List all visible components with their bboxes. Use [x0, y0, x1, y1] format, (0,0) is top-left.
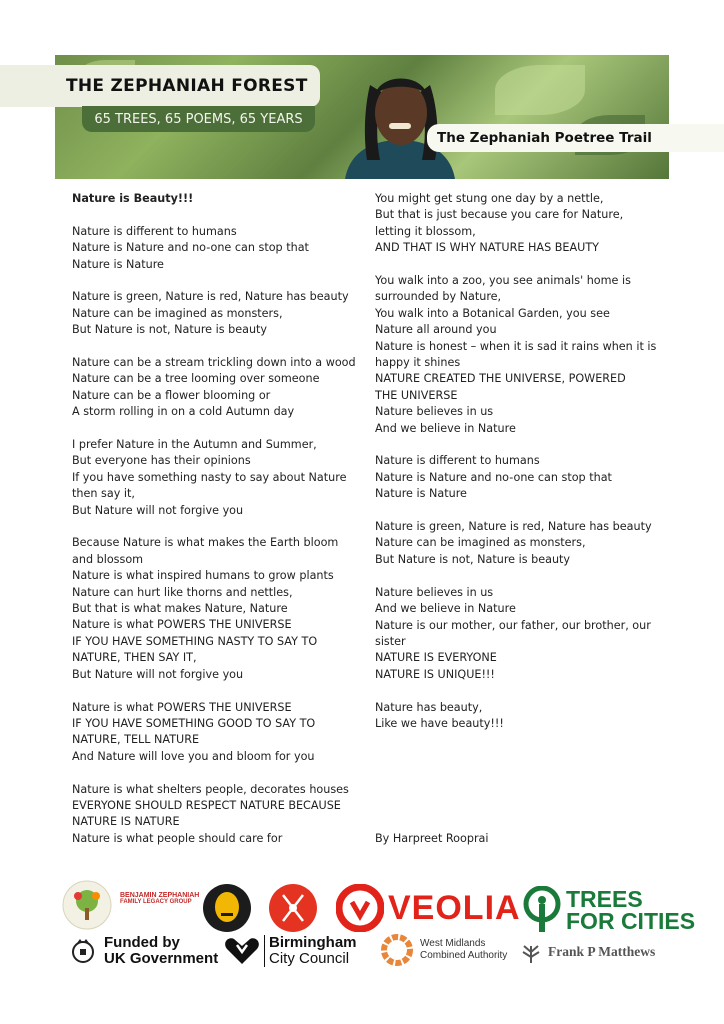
bcc-line1: Birmingham [269, 934, 357, 951]
frank-p-matthews-logo [518, 940, 655, 964]
stanza: Nature can be a stream trickling down into a wood Nature can be a tree looming over someone Nature can be a flower blooming or A storm rolling in on a cold Autumn day [72, 356, 356, 419]
bz-legacy-logo [120, 892, 199, 905]
stanza: Because Nature is what makes the Earth bloom and blossom Nature is what inspired humans to grow plants Nature can hurt like thorns and nettles, But that is what makes Nature, Nature Nature is what POWERS THE UNIVERSE IF YOU HAVE SOMETHING NASTY TO SAY TO NATURE, THEN SAY IT, But Nature will not forgive you [72, 536, 339, 681]
tree-sprig-icon [518, 940, 544, 964]
poem-column-left [72, 191, 364, 864]
wmca-line2: Combined Authority [420, 950, 508, 961]
stanza: Nature is green, Nature is red, Nature has beauty Nature can be imagined as monsters, But Nature is not, Nature is beauty [72, 290, 349, 337]
stanza: You walk into a zoo, you see animals' home is surrounded by Nature, You walk into a Botanical Garden, you see Nature all around you Nature is honest – when it is sad it rains when it is happy it shines NATURE CREATED THE UNIVERSE, POWERED THE UNIVERSE Nature believes in us And we believe in Nature [375, 274, 657, 435]
trees-for-cities-logo [522, 886, 695, 934]
bz-legacy-line2: FAMILY LEGACY GROUP [120, 899, 192, 905]
funded-line1: Funded by [104, 934, 180, 951]
heart-b-icon [224, 936, 260, 966]
series-title: THE ZEPHANIAH FOREST [66, 76, 308, 96]
tfc-line1: TREES [566, 886, 643, 912]
series-title-box [0, 65, 320, 107]
birmingham-treepeople-logo [62, 880, 112, 930]
stanza: Nature is different to humans Nature is Nature and no-one can stop that Nature is Nature [375, 454, 612, 501]
bz-portrait-logo [202, 883, 252, 933]
veolia-wordmark: VEOLIA [388, 888, 521, 927]
fpm-wordmark: Frank P Matthews [548, 944, 656, 959]
poem-author: By Harpreet Rooprai [375, 832, 489, 845]
series-subtitle: 65 TREES, 65 POEMS, 65 YEARS [82, 106, 315, 132]
wmca-logo [380, 933, 507, 967]
royal-crest-icon [68, 936, 98, 966]
foliage [495, 65, 585, 115]
stanza: I prefer Nature in the Autumn and Summer, But everyone has their opinions If you have something nasty to say about Nature then say it, But Nature will not forgive you [72, 438, 347, 517]
bz-legacy-line1: BENJAMIN ZEPHANIAH [120, 892, 200, 899]
tfc-line2: FOR CITIES [566, 908, 696, 934]
stanza: Nature is different to humans Nature is Nature and no-one can stop that Nature is Nature [72, 224, 309, 271]
poem-title: Nature is Beauty!!! [72, 192, 194, 205]
stanza: Nature believes in us And we believe in Nature Nature is our mother, our father, our brother, our sister NATURE IS EVERYONE NATURE IS UNIQUE!!! [375, 585, 651, 681]
stanza: Nature is green, Nature is red, Nature has beauty Nature can be imagined as monsters, But Nature is not, Nature is beauty [375, 520, 652, 566]
birmingham-city-council-logo [224, 935, 357, 967]
face-icon [202, 883, 252, 933]
uk-government-logo [68, 935, 218, 967]
stanza: You might get stung one day by a nettle, But that is just because you care for Nature, letting it blossom, AND THAT IS WHY NATURE HAS BEAUTY [375, 192, 624, 255]
scissors-icon [268, 883, 318, 933]
wmca-line1: West Midlands [420, 938, 486, 949]
trail-label-box [427, 124, 724, 152]
wmca-ring-icon [380, 933, 414, 967]
veolia-logo [336, 884, 521, 932]
stanza: Nature is what shelters people, decorates houses EVERYONE SHOULD RESPECT NATURE BECAUSE NATURE IS NATURE Nature is what people should care for [72, 782, 349, 845]
funded-line2: UK Government [104, 950, 219, 967]
stanza: Nature is what POWERS THE UNIVERSE IF YOU HAVE SOMETHING GOOD TO SAY TO NATURE, TELL NATURE And Nature will love you and bloom for you [72, 700, 316, 763]
poem-column-right [375, 191, 665, 749]
poet-portrait [325, 65, 475, 179]
trail-label: The Zephaniah Poetree Trail [437, 130, 652, 146]
tree-people-icon [62, 880, 112, 930]
veolia-mark-icon [336, 884, 384, 932]
stanza: Nature has beauty, Like we have beauty!!! [375, 700, 504, 730]
red-circle-logo [268, 883, 318, 933]
tree-figure-icon [522, 886, 562, 934]
bcc-line2: City Council [269, 950, 350, 967]
